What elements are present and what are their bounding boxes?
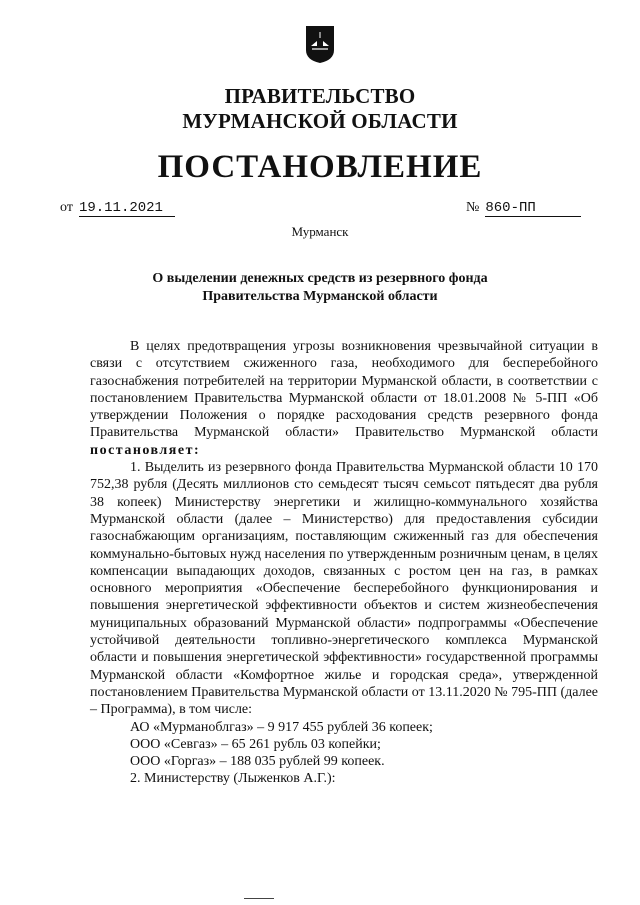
document-type-title: ПОСТАНОВЛЕНИЕ [157,149,483,185]
org-line-1: ПРАВИТЕЛЬСТВО [224,84,416,108]
subject-line-1: О выделении денежных средств из резервного фонда [152,271,488,286]
number-prefix: № [466,200,480,215]
subject-line-2: Правительства Мурманской области [202,289,438,304]
org-line-2: МУРМАНСКОЙ ОБЛАСТИ [182,109,458,133]
sub-item-1: АО «Мурманоблгаз» – 9 917 455 рублей 36 копеек; [130,719,433,735]
government-name [0,84,640,134]
resolution-keyword: постановляет: [90,442,201,458]
item-1-paragraph: 1. Выделить из резервного фонда Правительства Мурманской области 10 170 752,38 рубля (Десять миллионов сто семьдесят тысяч семьсот пятьдесят два рубля 38 копеек) Министерству энергетики и жилищно-коммунального хозяйства Мурманской области (далее – Министерство) для предоставления субсидии газоснабжающим организациям, поставляющим сжиженный газ для обеспечения коммунально-бытовых нужд населения по утвержденным розничным ценам, в целях компенсации выпадающих доходов, связанных с ростом цен на газ, в рамках основного мероприятия «Обеспечение бесперебойного функционирования и повышения энергетической эффективности объектов и систем жизнеобеспечения муниципальных образований Мурманской области» подпрограммы «Обеспечение устойчивой деятельности топливно-энергетического комплекса Мурманской области и повышения энергетической эффективности» государственной программы Мурманской области «Комфортное жилье и городская среда», утвержденной постановлением Правительства Мурманской области от 13.11.2020 № 795-ПП (далее – Программа), в том числе: [90,460,598,718]
intro-paragraph [90,338,598,459]
date-field [60,200,175,217]
item-2-paragraph: 2. Министерству (Лыженков А.Г.): [130,771,336,787]
intro-text: В целях предотвращения угрозы возникновения чрезвычайной ситуации в связи с отсутствием сжиженного газа, необходимого для бесперебойного газоснабжения потребителей на территории Мурманской области, в соответствии с постановлением Правительства Мурманской области от 18.01.2008 № 5-ПП «Об утверждении Положения о порядке расходования средств резервного фонда Правительства Мурманской области» Правительство Мурманской области [90,339,598,441]
city-name: Мурманск [291,224,349,239]
coat-of-arms-icon [304,24,336,64]
document-subject [0,270,640,306]
sub-item-3: ООО «Горгаз» – 188 035 рублей 99 копеек. [130,754,385,770]
date-value: 19.11.2021 [79,200,175,217]
document-body [90,338,598,788]
page-footer-divider [244,898,274,899]
sub-item-2: ООО «Севгаз» – 65 261 рубль 03 копейки; [130,736,381,752]
number-field [466,200,581,217]
date-prefix: от [60,200,73,215]
number-value: 860-ПП [485,200,581,217]
